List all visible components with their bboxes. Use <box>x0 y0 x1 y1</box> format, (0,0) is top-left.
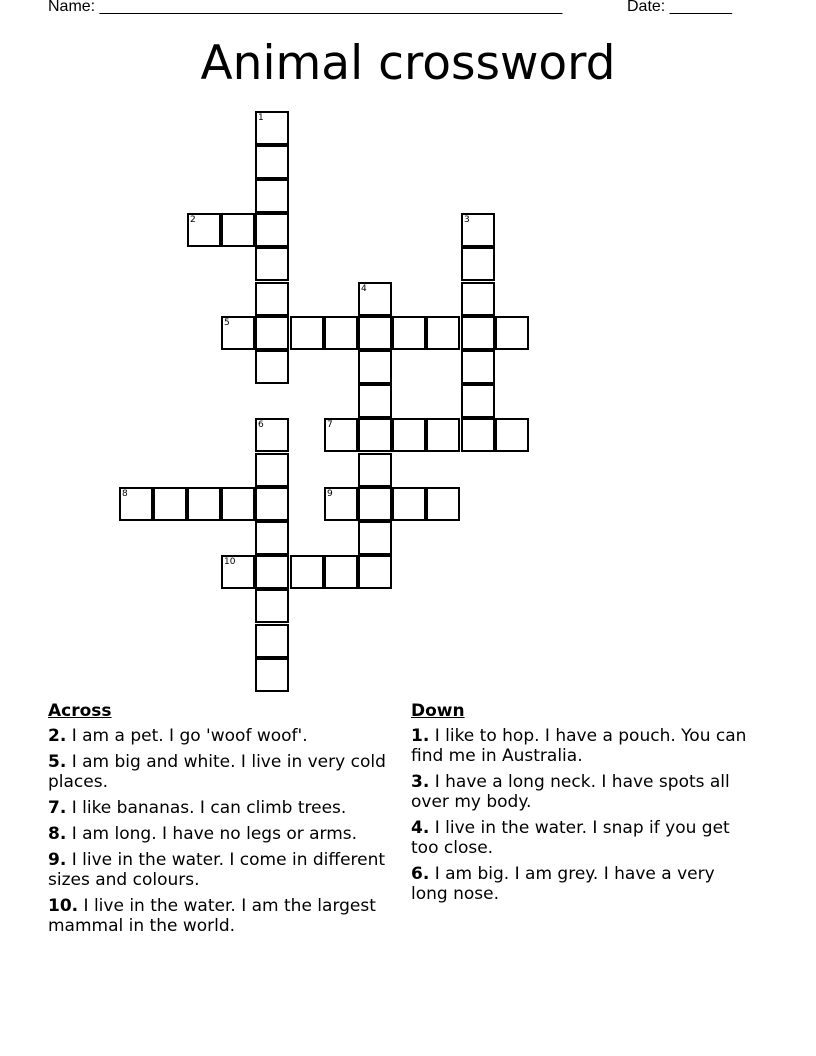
grid-cell[interactable] <box>392 316 426 350</box>
grid-cell[interactable] <box>426 487 460 521</box>
clue-number-label: 7 <box>327 420 333 430</box>
down-clue <box>411 818 756 858</box>
grid-cell[interactable] <box>255 179 289 213</box>
clue-text: I like bananas. I can climb trees. <box>71 798 347 818</box>
grid-cell[interactable] <box>255 487 289 521</box>
grid-cell[interactable] <box>426 316 460 350</box>
date-field-label[interactable]: Date: _______ <box>627 0 732 15</box>
across-clue <box>48 726 388 746</box>
clue-number: 4. <box>411 818 430 838</box>
clue-number-label: 5 <box>224 318 230 328</box>
grid-cell[interactable] <box>255 111 289 145</box>
grid-cell[interactable] <box>153 487 187 521</box>
down-clues <box>411 701 756 910</box>
grid-cell[interactable] <box>426 418 460 452</box>
across-clues <box>48 701 388 942</box>
clue-number: 1. <box>411 726 430 746</box>
grid-cell[interactable] <box>324 487 358 521</box>
grid-cell[interactable] <box>461 384 495 418</box>
grid-cell[interactable] <box>358 453 392 487</box>
grid-cell[interactable] <box>255 624 289 658</box>
across-clue <box>48 850 388 890</box>
across-clue <box>48 896 388 936</box>
grid-cell[interactable] <box>461 350 495 384</box>
grid-cell[interactable] <box>461 316 495 350</box>
clue-number: 3. <box>411 772 430 792</box>
clue-number-label: 3 <box>464 215 470 225</box>
grid-cell[interactable] <box>392 418 426 452</box>
clue-text: I am long. I have no legs or arms. <box>71 824 358 844</box>
grid-cell[interactable] <box>255 521 289 555</box>
grid-cell[interactable] <box>255 658 289 692</box>
clue-number-label: 2 <box>190 215 196 225</box>
grid-cell[interactable] <box>221 213 255 247</box>
grid-cell[interactable] <box>119 487 153 521</box>
clue-text: I live in the water. I am the largest mammal in the world. <box>48 896 376 936</box>
grid-cell[interactable] <box>324 418 358 452</box>
clue-number-label: 9 <box>327 489 333 499</box>
clue-number-label: 4 <box>361 284 367 294</box>
clue-number: 7. <box>48 798 67 818</box>
grid-cell[interactable] <box>290 555 324 589</box>
grid-cell[interactable] <box>255 213 289 247</box>
grid-cell[interactable] <box>255 453 289 487</box>
clue-text: I am big and white. I live in very cold places. <box>48 752 386 792</box>
grid-cell[interactable] <box>324 555 358 589</box>
grid-cell[interactable] <box>495 316 529 350</box>
across-clue <box>48 798 388 818</box>
down-clue <box>411 864 756 904</box>
grid-cell[interactable] <box>358 418 392 452</box>
clue-number-label: 8 <box>122 489 128 499</box>
clue-text: I live in the water. I snap if you get too close. <box>411 818 730 858</box>
grid-cell[interactable] <box>495 418 529 452</box>
clue-number-label: 6 <box>258 420 264 430</box>
grid-cell[interactable] <box>255 589 289 623</box>
across-clue <box>48 752 388 792</box>
grid-cell[interactable] <box>255 145 289 179</box>
grid-cell[interactable] <box>358 521 392 555</box>
grid-cell[interactable] <box>221 555 255 589</box>
grid-cell[interactable] <box>187 487 221 521</box>
clue-number: 6. <box>411 864 430 884</box>
grid-cell[interactable] <box>255 282 289 316</box>
grid-cell[interactable] <box>290 316 324 350</box>
clue-text: I am big. I am grey. I have a very long nose. <box>411 864 715 904</box>
name-field-label[interactable]: Name: ____________________________________________________ <box>48 0 563 15</box>
clue-text: I am a pet. I go 'woof woof'. <box>71 726 308 746</box>
grid-cell[interactable] <box>221 487 255 521</box>
clue-number: 8. <box>48 824 67 844</box>
grid-cell[interactable] <box>358 487 392 521</box>
page-title: Animal crossword <box>200 36 616 91</box>
grid-cell[interactable] <box>324 316 358 350</box>
grid-cell[interactable] <box>187 213 221 247</box>
across-clue <box>48 824 388 844</box>
clue-text: I live in the water. I come in different sizes and colours. <box>48 850 386 890</box>
grid-cell[interactable] <box>255 418 289 452</box>
grid-cell[interactable] <box>255 350 289 384</box>
grid-cell[interactable] <box>255 316 289 350</box>
across-heading: Across <box>48 701 112 721</box>
down-clue <box>411 772 756 812</box>
down-heading: Down <box>411 701 465 721</box>
grid-cell[interactable] <box>221 316 255 350</box>
grid-cell[interactable] <box>392 487 426 521</box>
down-clue <box>411 726 756 766</box>
grid-cell[interactable] <box>358 384 392 418</box>
grid-cell[interactable] <box>461 213 495 247</box>
grid-cell[interactable] <box>255 555 289 589</box>
grid-cell[interactable] <box>461 282 495 316</box>
clue-number-label: 10 <box>224 557 236 567</box>
clue-number: 2. <box>48 726 67 746</box>
clue-number: 9. <box>48 850 67 870</box>
grid-cell[interactable] <box>255 247 289 281</box>
grid-cell[interactable] <box>358 282 392 316</box>
grid-cell[interactable] <box>358 555 392 589</box>
clue-text: I have a long neck. I have spots all over my body. <box>411 772 730 812</box>
grid-cell[interactable] <box>358 316 392 350</box>
clue-number: 10. <box>48 896 79 916</box>
grid-cell[interactable] <box>358 350 392 384</box>
clue-text: I like to hop. I have a pouch. You can find me in Australia. <box>411 726 747 766</box>
clue-number-label: 1 <box>258 113 264 123</box>
grid-cell[interactable] <box>461 418 495 452</box>
grid-cell[interactable] <box>461 247 495 281</box>
clue-number: 5. <box>48 752 67 772</box>
